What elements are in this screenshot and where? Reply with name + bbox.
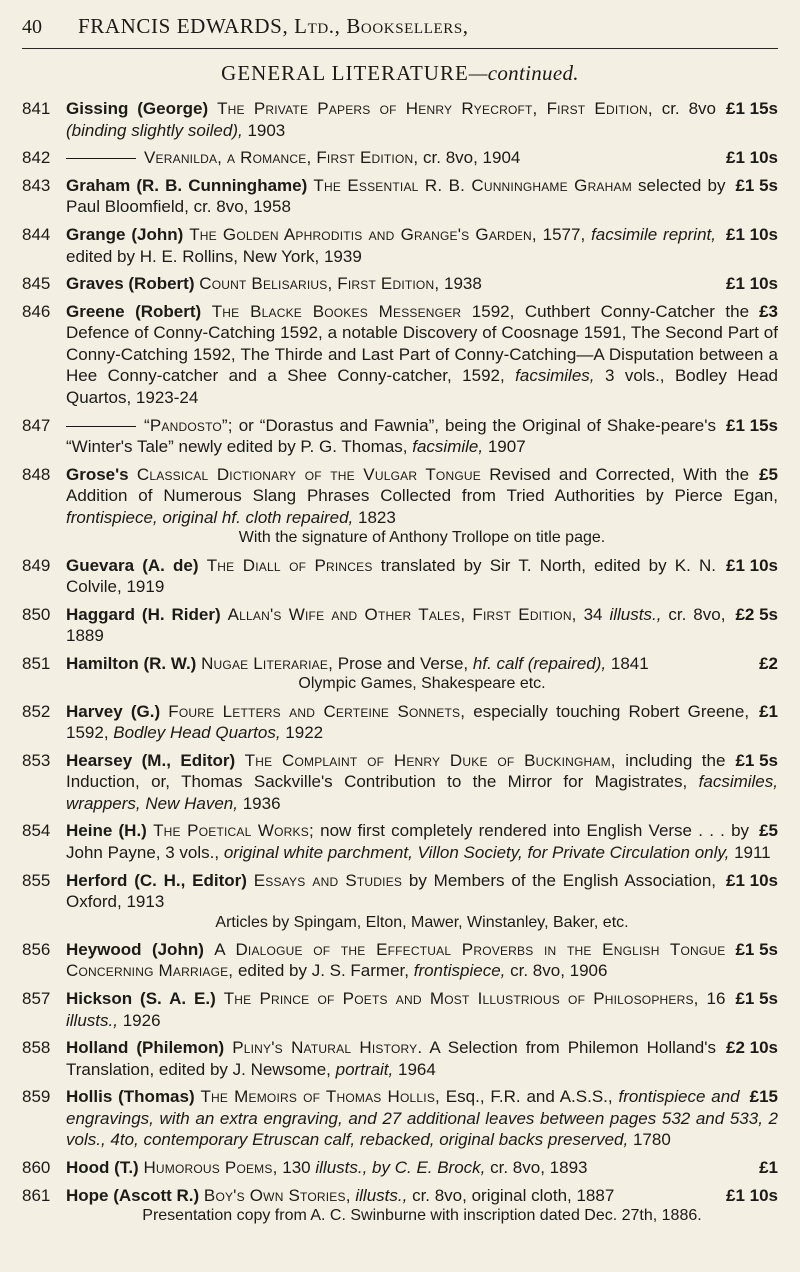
entry-title: The Golden Aphroditis and Grange's Garden, bbox=[189, 225, 537, 245]
entry-note: With the signature of Anthony Trollope on title page. bbox=[238, 529, 606, 547]
entry-body bbox=[66, 224, 778, 267]
entry-body bbox=[66, 147, 778, 169]
entry-number: 853 bbox=[22, 750, 51, 770]
entry-binding: Bodley Head Quartos, bbox=[113, 723, 281, 743]
entry-body bbox=[66, 939, 778, 982]
catalogue-entry bbox=[22, 750, 778, 815]
entry-title: Nugae Literariae, bbox=[201, 653, 333, 673]
entry-author: Greene (Robert) bbox=[66, 301, 202, 321]
entry-note: Articles by Spingam, Elton, Mawer, Winstanley, Baker, etc. bbox=[215, 913, 629, 931]
entry-details: cr. 8vo bbox=[661, 99, 716, 118]
entry-binding: (binding slightly soiled), bbox=[66, 120, 243, 140]
entry-binding: frontispiece and engravings, with an extra engraving, and 27 additional leaves between pages 532 and 533, 2 vols., 4to, contemporary Etruscan calf, rebacked, original backs preserved, bbox=[66, 1087, 778, 1150]
entry-body bbox=[66, 988, 778, 1031]
entry-binding: original white parchment, Villon Society, for Private Circulation only, bbox=[223, 842, 730, 862]
entry-price: £1 10s bbox=[726, 555, 778, 575]
entry-imprint: 1841 bbox=[610, 653, 649, 673]
entry-title: The Diall of Princes bbox=[206, 555, 373, 575]
entry-number: 848 bbox=[22, 464, 51, 484]
entry-number: 852 bbox=[22, 701, 51, 721]
entry-number: 850 bbox=[22, 604, 51, 624]
entry-author: Hickson (S. A. E.) bbox=[66, 989, 216, 1008]
entry-details: selected by Paul Bloomfield, cr. 8vo, 1958 bbox=[66, 175, 726, 217]
entry-body bbox=[66, 1157, 778, 1179]
entry-title: The Complaint of Henry Duke of Buckingham, bbox=[244, 750, 616, 770]
entry-title: Humorous Poems, bbox=[143, 1158, 278, 1178]
entry-price: £1 10s bbox=[726, 870, 778, 890]
entry-imprint: 3 vols., Bodley Head Quartos, 1923-24 bbox=[66, 366, 778, 407]
entry-body bbox=[66, 870, 778, 933]
entry-imprint: 1922 bbox=[285, 723, 324, 743]
catalogue-entry bbox=[22, 701, 778, 744]
entry-note: Olympic Games, Shakespeare etc. bbox=[298, 675, 546, 693]
entry-number: 854 bbox=[22, 821, 51, 841]
entry-price: £1 5s bbox=[735, 989, 778, 1008]
entry-title: Boy's Own Stories, bbox=[203, 1185, 351, 1205]
entry-body bbox=[66, 415, 778, 458]
entry-author: Haggard (H. Rider) bbox=[66, 604, 221, 624]
entry-author: Herford (C. H., Editor) bbox=[66, 870, 247, 890]
entry-price: £1 10s bbox=[726, 1185, 778, 1205]
entry-number: 845 bbox=[22, 274, 51, 294]
entry-details: edited by J. S. Farmer, bbox=[237, 961, 409, 981]
catalogue-entry bbox=[22, 1086, 778, 1151]
entry-binding: illusts., by C. E. Brock, bbox=[315, 1158, 486, 1178]
entry-body bbox=[66, 1037, 778, 1080]
entry-price: £2 10s bbox=[726, 1038, 778, 1058]
entry-price: £5 bbox=[759, 464, 778, 484]
entry-details: 16 bbox=[706, 989, 726, 1008]
entry-details: 1938 bbox=[444, 274, 482, 294]
entry-author: Hearsey (M., Editor) bbox=[66, 750, 236, 770]
entry-title: The Poetical Works; bbox=[153, 821, 314, 841]
ditto-rule bbox=[66, 426, 136, 427]
entry-author: Hope (Ascott R.) bbox=[66, 1185, 200, 1205]
entry-title: Count Belisarius, First Edition, bbox=[199, 274, 440, 294]
entry-details: translated by Sir T. North, edited by K. N. Colvile, 1919 bbox=[66, 555, 717, 596]
entry-imprint: 1964 bbox=[398, 1059, 436, 1079]
entry-imprint: 1911 bbox=[734, 842, 771, 862]
entry-binding: illusts., bbox=[66, 1010, 118, 1030]
entry-author: Grose's bbox=[66, 464, 129, 484]
entry-note: Presentation copy from A. C. Swinburne with inscription dated Dec. 27th, 1886. bbox=[142, 1207, 702, 1225]
entry-number: 855 bbox=[22, 870, 51, 890]
entry-number: 860 bbox=[22, 1158, 51, 1178]
entry-binding: illusts., bbox=[355, 1185, 408, 1205]
entry-details: A Selection from Philemon Holland's Translation, edited by J. Newsome, bbox=[66, 1038, 716, 1079]
entry-price: £1 15s bbox=[726, 415, 778, 435]
entry-body bbox=[66, 1185, 778, 1227]
entry-number: 857 bbox=[22, 989, 51, 1008]
publisher-heading: FRANCIS EDWARDS, Ltd., Booksellers, bbox=[78, 14, 469, 38]
catalogue-entry bbox=[22, 1157, 778, 1179]
entry-author: Gissing (George) bbox=[66, 99, 209, 118]
entry-number: 858 bbox=[22, 1038, 51, 1058]
entry-price: £1 15s bbox=[726, 99, 778, 118]
entry-body bbox=[66, 301, 778, 409]
entry-imprint: 1903 bbox=[247, 120, 286, 140]
entry-title: Veranilda, a Romance, First Edition, bbox=[144, 148, 419, 168]
entry-number: 846 bbox=[22, 301, 51, 321]
entry-details: 34 bbox=[583, 604, 603, 624]
entry-title: “Pandosto”; bbox=[144, 415, 233, 435]
catalogue-entry bbox=[22, 653, 778, 695]
catalogue-entry bbox=[22, 604, 778, 647]
entry-imprint: 1907 bbox=[487, 437, 526, 457]
catalogue-entry bbox=[22, 1185, 778, 1227]
entry-price: £1 bbox=[759, 1158, 778, 1178]
entry-imprint: edited by H. E. Rollins, New York, 1939 bbox=[66, 246, 362, 266]
entry-title: The Essential R. B. Cunninghame Graham bbox=[313, 175, 632, 195]
entry-author: Guevara (A. de) bbox=[66, 555, 199, 575]
catalogue-entry bbox=[22, 1037, 778, 1080]
entry-title: The Blacke Bookes Messenger bbox=[211, 301, 462, 321]
entry-author: Hamilton (R. W.) bbox=[66, 653, 197, 673]
entry-number: 844 bbox=[22, 225, 51, 245]
catalogue-entry bbox=[22, 175, 778, 218]
entry-number: 847 bbox=[22, 415, 51, 435]
header-rule bbox=[22, 48, 778, 49]
entry-binding: hf. calf (repaired), bbox=[472, 653, 607, 673]
entry-title: A Dialogue of the Effectual Proverbs in the English Tongue Concerning Marriage, bbox=[66, 939, 726, 981]
entry-body bbox=[66, 273, 778, 295]
entry-price: £5 bbox=[759, 821, 778, 841]
entry-imprint: cr. 8vo, 1889 bbox=[66, 604, 726, 646]
entry-details: Prose and Verse, bbox=[337, 653, 469, 673]
entry-imprint: 1926 bbox=[122, 1010, 161, 1030]
entry-binding: facsimile, bbox=[412, 437, 484, 457]
section-continued: —continued. bbox=[468, 61, 579, 85]
catalogue-entry bbox=[22, 464, 778, 549]
entry-binding: illusts., bbox=[609, 604, 662, 624]
entry-details: 1577, bbox=[542, 225, 586, 245]
entry-body bbox=[66, 820, 778, 863]
entry-details: by Members of the English Association, Oxford, 1913 bbox=[66, 870, 717, 912]
catalogue-entry bbox=[22, 820, 778, 863]
entry-title: The Private Papers of Henry Ryecroft, First Edition, bbox=[217, 99, 653, 118]
page-number: 40 bbox=[22, 16, 42, 38]
entry-number: 841 bbox=[22, 99, 51, 118]
entry-number: 842 bbox=[22, 148, 51, 168]
entry-imprint: cr. 8vo, 1893 bbox=[490, 1158, 588, 1178]
entry-imprint: cr. 8vo, 1906 bbox=[510, 961, 608, 981]
entry-body bbox=[66, 175, 778, 218]
entry-imprint: cr. 8vo, original cloth, 1887 bbox=[412, 1185, 615, 1205]
catalogue-entry bbox=[22, 224, 778, 267]
entry-author: Harvey (G.) bbox=[66, 701, 161, 721]
section-title bbox=[22, 61, 778, 86]
entry-number: 849 bbox=[22, 555, 51, 575]
entry-number: 861 bbox=[22, 1185, 51, 1205]
entry-author: Heywood (John) bbox=[66, 939, 204, 959]
entry-title: Foure Letters and Certeine Sonnets, bbox=[168, 701, 466, 721]
catalogue-entry bbox=[22, 939, 778, 982]
entry-author: Hood (T.) bbox=[66, 1158, 139, 1178]
entry-number: 856 bbox=[22, 939, 51, 959]
entry-body bbox=[66, 555, 778, 598]
entry-price: £1 10s bbox=[726, 274, 778, 294]
entry-body bbox=[66, 653, 778, 695]
entry-body bbox=[66, 701, 778, 744]
entry-author: Grange (John) bbox=[66, 225, 184, 245]
entry-binding: frontispiece, bbox=[413, 961, 506, 981]
entry-binding: facsimile reprint, bbox=[591, 225, 716, 245]
catalogue-entry bbox=[22, 555, 778, 598]
entry-price: £2 bbox=[759, 653, 778, 673]
entry-title: The Memoirs of Thomas Hollis, bbox=[200, 1087, 440, 1107]
entry-price: £1 5s bbox=[735, 175, 778, 195]
entry-imprint: 1936 bbox=[242, 793, 281, 813]
entry-details: Revised and Corrected, With the Addition of Numerous Slang Phrases Collected from Tried Authorities by Pierce Egan, bbox=[66, 464, 778, 506]
entry-details: especially touching Robert Greene, 1592, bbox=[66, 701, 750, 743]
section-title-text: GENERAL LITERATURE bbox=[221, 61, 469, 85]
catalogue-entry bbox=[22, 301, 778, 409]
entry-author: Graves (Robert) bbox=[66, 274, 195, 294]
catalogue-entry bbox=[22, 98, 778, 141]
entry-number: 851 bbox=[22, 653, 51, 673]
entry-title: The Prince of Poets and Most Illustrious of Philosophers, bbox=[223, 989, 699, 1008]
entry-title: Essays and Studies bbox=[253, 870, 403, 890]
entry-price: £2 5s bbox=[735, 604, 778, 624]
entry-body bbox=[66, 464, 778, 549]
entry-imprint: 1780 bbox=[632, 1130, 671, 1150]
entry-body bbox=[66, 750, 778, 815]
entry-price: £1 5s bbox=[735, 750, 778, 770]
entry-number: 843 bbox=[22, 175, 51, 195]
entry-title: Classical Dictionary of the Vulgar Tongue bbox=[136, 464, 481, 484]
entry-details: or “Dorastus and Fawnia”, being the Original of Shake-peare's “Winter's Tale” newly edited by P. G. Thomas, bbox=[66, 415, 716, 457]
entry-details: cr. 8vo, 1904 bbox=[423, 148, 521, 168]
entry-title: Pliny's Natural History. bbox=[232, 1038, 423, 1058]
entry-number: 859 bbox=[22, 1087, 51, 1107]
entry-author: Graham (R. B. Cunninghame) bbox=[66, 175, 308, 195]
entry-price: £1 10s bbox=[726, 225, 778, 245]
ditto-rule bbox=[66, 158, 136, 159]
catalogue-entry bbox=[22, 870, 778, 933]
entry-price: £3 bbox=[759, 301, 778, 321]
catalogue-entry bbox=[22, 988, 778, 1031]
entry-details: 1592, Cuthbert Conny-Catcher the Defence of Conny-Catching 1592, a notable Discovery of Coosnage 1591, The Second Part of Conny-Catching 1592, The Thirde and Last Part of Conny-Catching—A Disputation between a Hee Conny-catcher and a Shee Conny-catcher, 1592, bbox=[66, 301, 778, 386]
entry-list bbox=[22, 98, 778, 1226]
entry-title: Allan's Wife and Other Tales, First Edition, bbox=[227, 604, 577, 624]
entry-body bbox=[66, 98, 778, 141]
entry-author: Heine (H.) bbox=[66, 821, 147, 841]
catalogue-entry bbox=[22, 147, 778, 169]
entry-details: 130 bbox=[282, 1158, 311, 1178]
entry-binding: facsimiles, bbox=[515, 366, 595, 386]
entry-body bbox=[66, 604, 778, 647]
catalogue-entry bbox=[22, 273, 778, 295]
entry-author: Hollis (Thomas) bbox=[66, 1087, 195, 1107]
entry-binding: portrait, bbox=[335, 1059, 394, 1079]
entry-body bbox=[66, 1086, 778, 1151]
entry-imprint: 1823 bbox=[358, 507, 396, 527]
entry-details: Esq., F.R. and A.S.S., bbox=[445, 1087, 613, 1107]
entry-author: Holland (Philemon) bbox=[66, 1038, 225, 1058]
entry-binding: facsimiles, wrappers, New Haven, bbox=[66, 772, 778, 813]
entry-price: £15 bbox=[749, 1087, 778, 1107]
entry-price: £1 5s bbox=[735, 939, 778, 959]
running-head bbox=[22, 14, 778, 44]
entry-details: including the Induction, or, Thomas Sackville's Contribution to the Mirror for Magistrates, bbox=[66, 750, 726, 792]
entry-price: £1 bbox=[759, 701, 778, 721]
entry-details: now first completely rendered into English Verse . . . by John Payne, 3 vols., bbox=[66, 821, 750, 862]
entry-binding: frontispiece, original hf. cloth repaired, bbox=[66, 507, 354, 527]
catalogue-entry bbox=[22, 415, 778, 458]
entry-price: £1 10s bbox=[726, 148, 778, 168]
